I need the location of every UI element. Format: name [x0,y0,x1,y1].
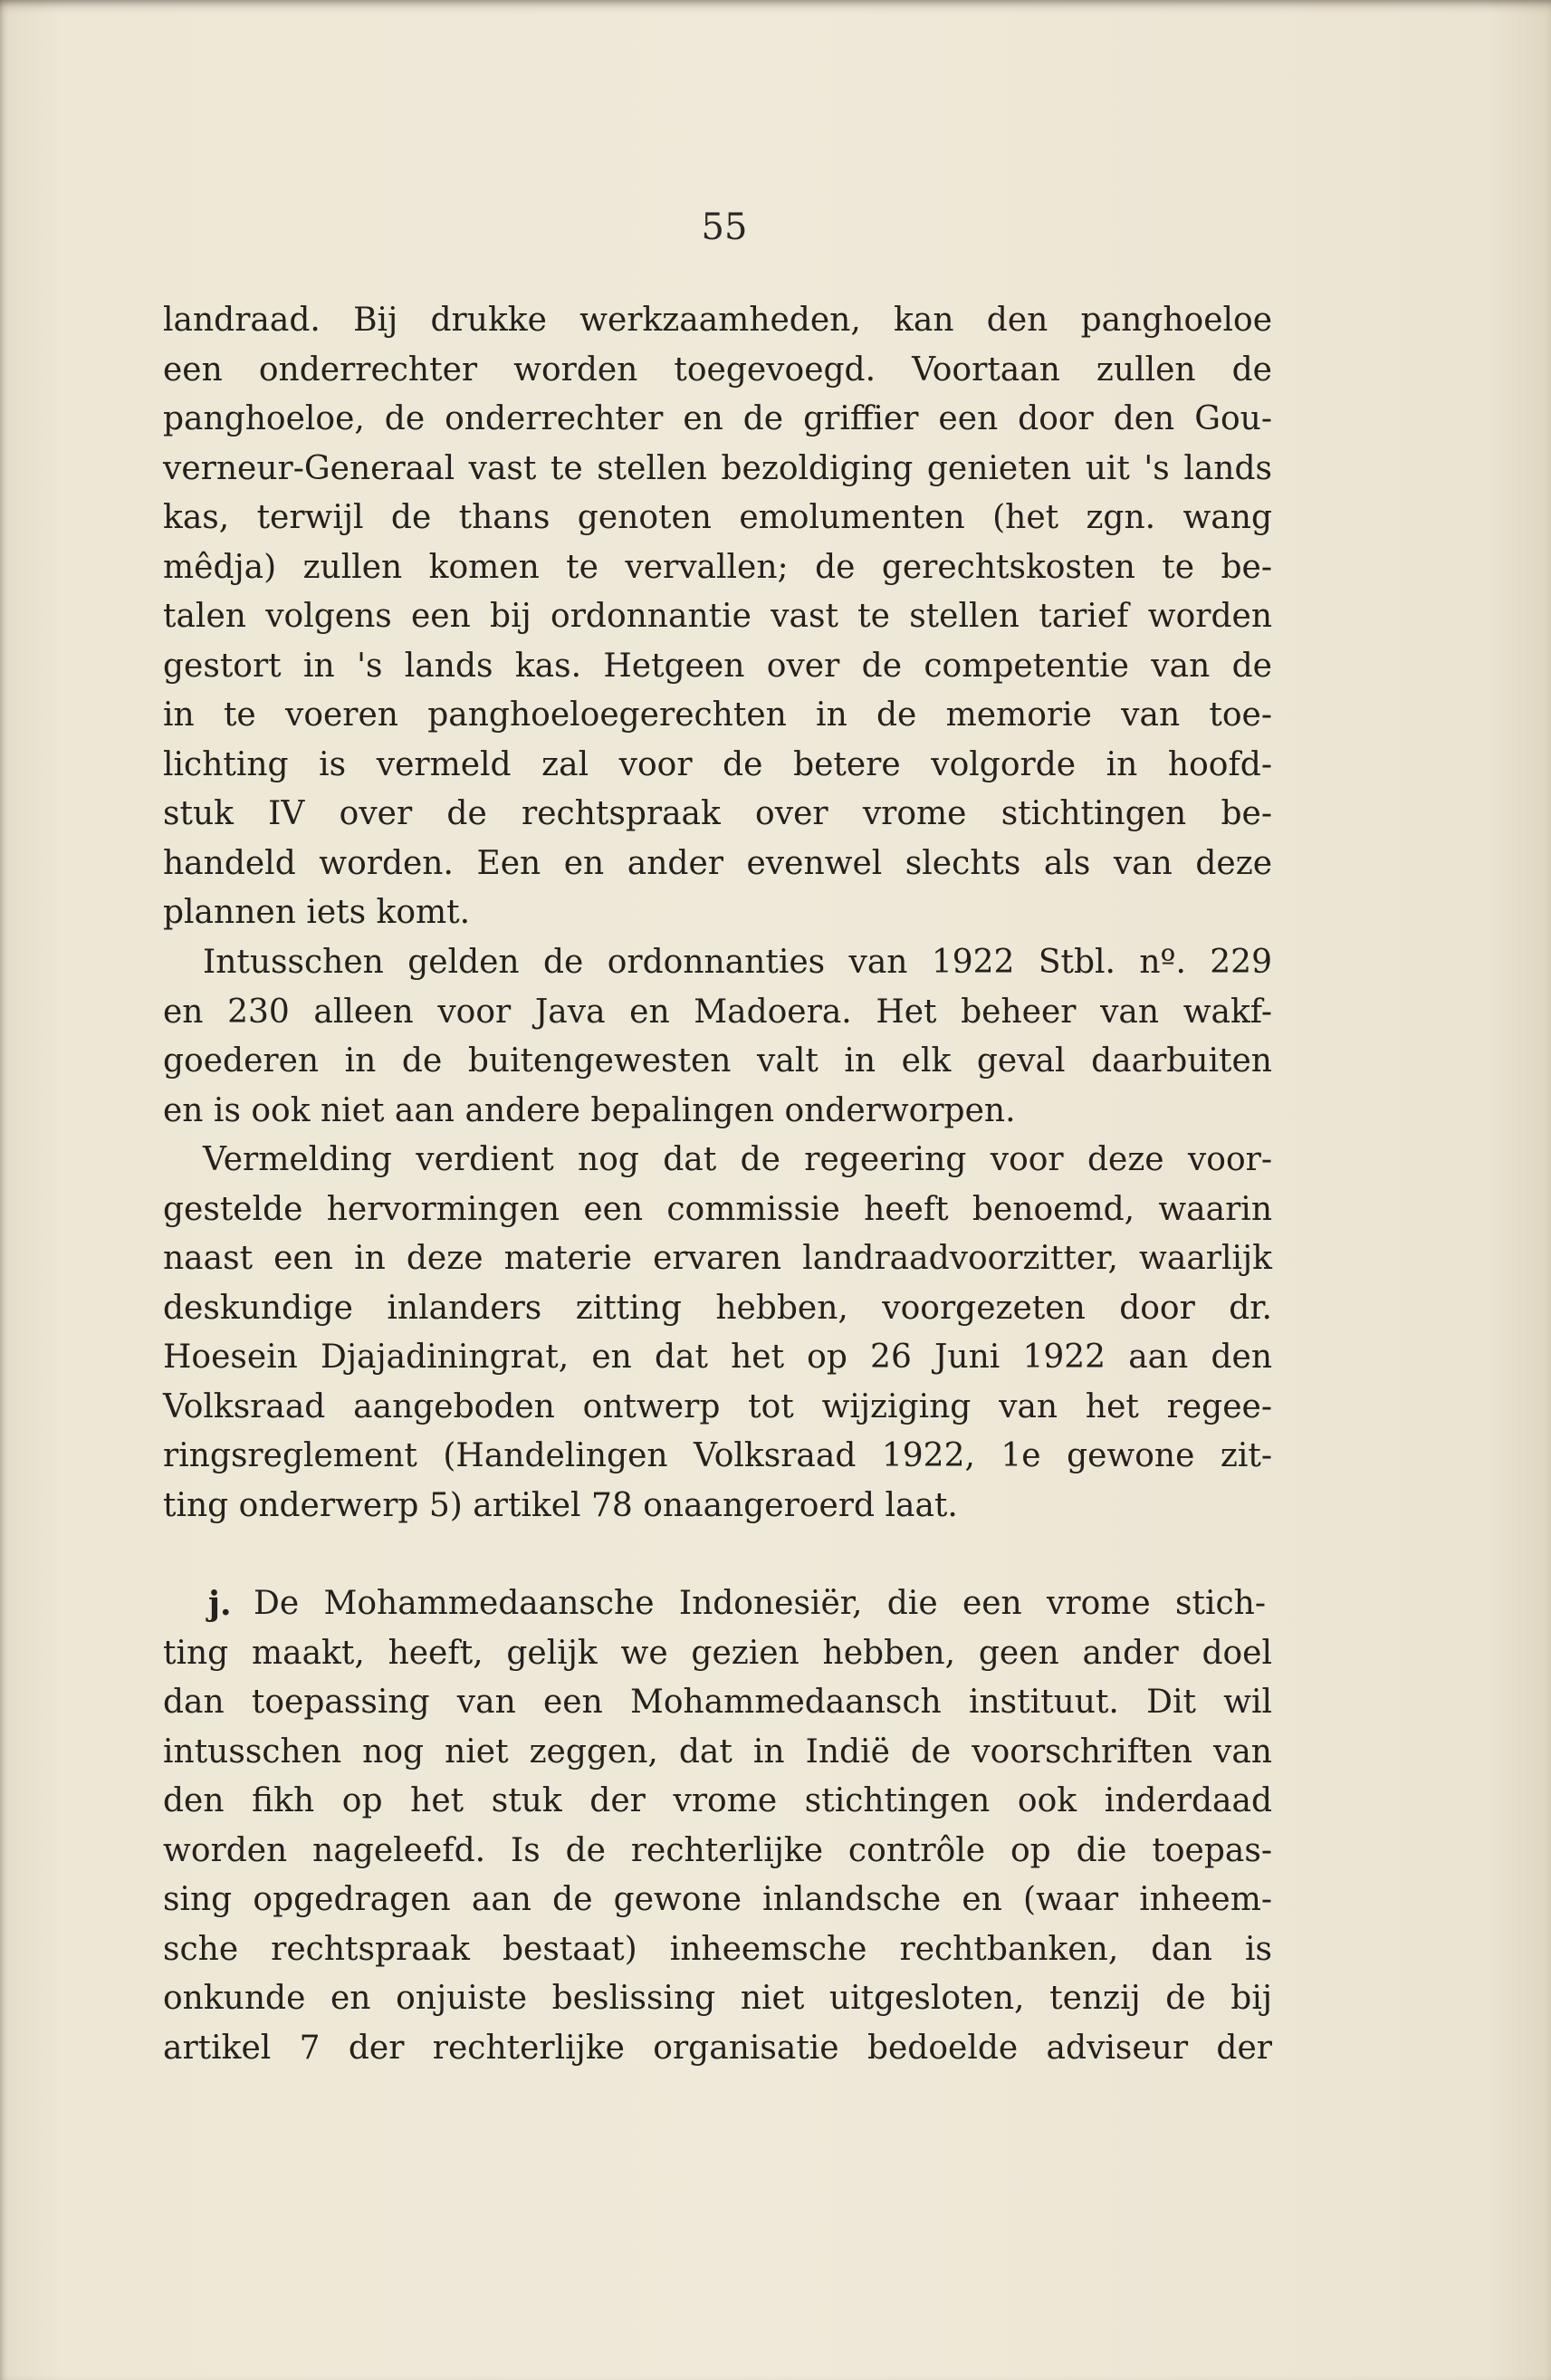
text-line: naast een in deze materie ervaren landraadvoorzitter, waarlijk [163,1240,1272,1277]
text-line: sche rechtspraak bestaat) inheemsche rechtbanken, dan is [163,1930,1272,1968]
text-line: mêdja) zullen komen te vervallen; de gerechtskosten te be- [163,548,1272,586]
text-line: ringsreglement (Handelingen Volksraad 1922, 1e gewone zit- [163,1437,1272,1474]
text-line: in te voeren panghoeloegerechten in de memorie van toe- [163,696,1272,734]
text-line: dan toepassing van een Mohammedaansch instituut. Dit wil [163,1684,1272,1721]
text-line: Vermelding verdient nog dat de regeering voor deze voor- [203,1141,1272,1178]
text-line: plannen iets komt. [163,894,471,931]
text-line: goederen in de buitengewesten valt in elk geval daarbuiten [163,1042,1272,1080]
text-line: kas, terwijl de thans genoten emolumenten (het zgn. wang [163,499,1272,536]
paragraph-1 [163,296,1272,938]
text-line: deskundige inlanders zitting hebben, voorgezeten door dr. [163,1289,1272,1327]
text-line: Intusschen gelden de ordonnanties van 1922 Stbl. nº. 229 [203,944,1272,981]
text-line: talen volgens een bij ordonnantie vast te stellen tarief worden [163,598,1272,635]
text-line: lichting is vermeld zal voor de betere volgorde in hoofd- [163,745,1272,783]
paragraph-j [163,1579,1272,2073]
text-line: artikel 7 der rechterlijke organisatie bedoelde adviseur der [163,2029,1272,2067]
text-line: Hoesein Djajadiningrat, en dat het op 26 Juni 1922 aan den [163,1339,1272,1376]
text-line: intusschen nog niet zeggen, dat in Indië de voorschriften van [163,1732,1272,1771]
item-label: j. [208,1585,232,1623]
text-line: en 230 alleen voor Java en Madoera. Het beheer van wakf- [163,993,1272,1031]
text-line: verneur-Generaal vast te stellen bezoldiging genieten uit 's lands [163,449,1272,487]
text-line: stuk IV over de rechtspraak over vrome stichtingen be- [163,795,1272,832]
paragraph-2 [163,938,1272,1136]
text-line: ting onderwerp 5) artikel 78 onaangeroerd laat. [163,1486,958,1524]
text-line: en is ook niet aan andere bepalingen onderworpen. [163,1091,1016,1129]
text-line [163,1579,1272,1629]
text-line: landraad. Bij drukke werkzaamheden, kan den panghoeloe [163,302,1272,339]
page-number: 55 [701,206,748,248]
text-line: worden nageleefd. Is de rechterlijke contrôle op die toepas- [163,1831,1272,1869]
text-line: gestelde hervormingen een commissie heeft benoemd, waarin [163,1190,1272,1228]
text-line: den fikh op het stuk der vrome stichtingen ook inderdaad [163,1782,1272,1819]
text-line: onkunde en onjuiste beslissing niet uitgesloten, tenzij de bij [163,1980,1272,2017]
text-line: ting maakt, heeft, gelijk we gezien hebben, geen ander doel [163,1634,1272,1672]
text-line: gestort in 's lands kas. Hetgeen over de competentie van de [163,647,1272,685]
item-text: De Mohammedaansche Indonesiër, die een vrome stich- [254,1585,1266,1622]
text-line: sing opgedragen aan de gewone inlandsche en (waar inheem- [163,1881,1272,1918]
text-line: Volksraad aangeboden ontwerp tot wijziging van het regee- [163,1387,1272,1425]
paragraph-3 [163,1136,1272,1531]
text-line: panghoeloe, de onderrechter en de griffier een door den Gou- [163,400,1272,437]
text-line: handeld worden. Een en ander evenwel slechts als van deze [163,844,1272,882]
text-line: een onderrechter worden toegevoegd. Voortaan zullen de [163,350,1272,389]
